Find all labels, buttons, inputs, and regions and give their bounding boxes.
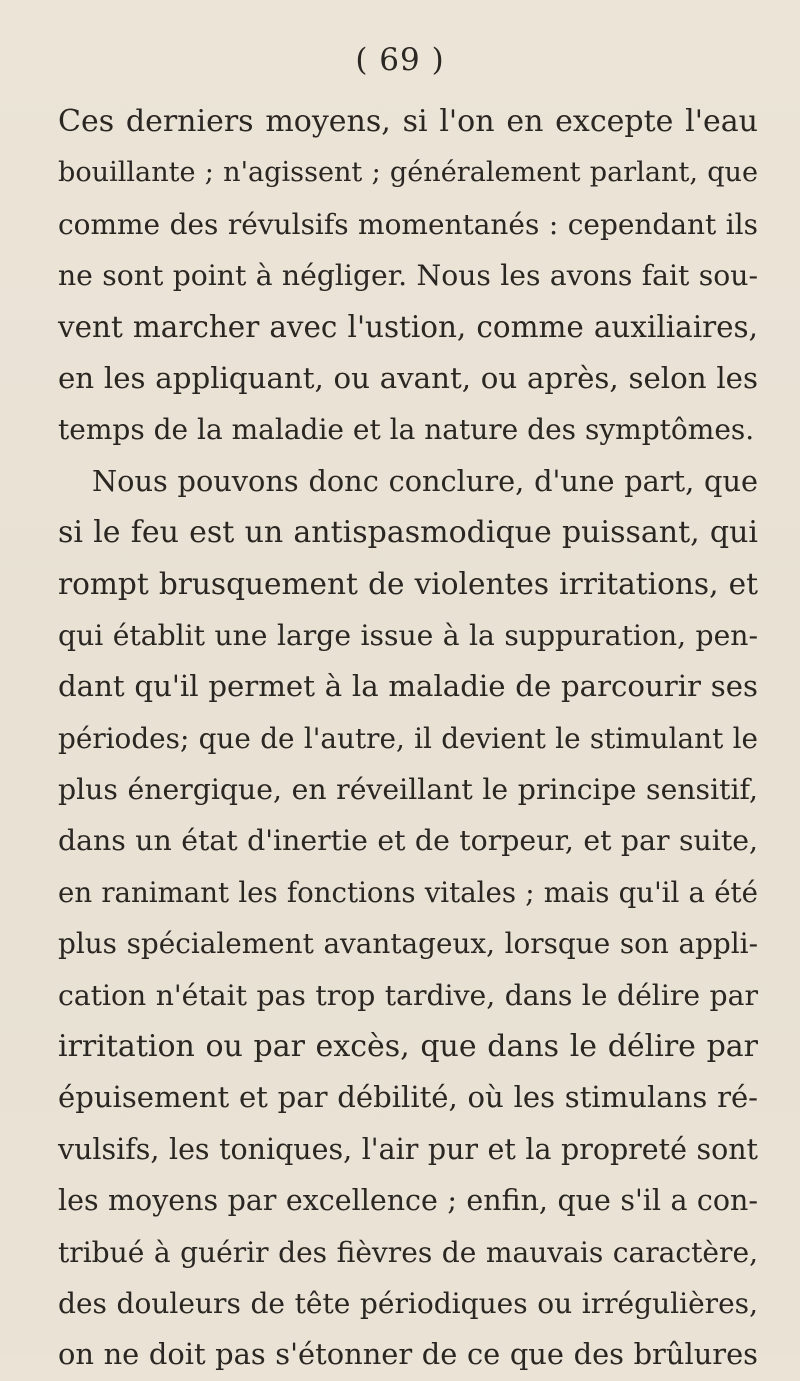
text-line: plus énergique, en réveillant le principe sensitif, <box>58 773 758 807</box>
text-line: vulsifs, les toniques, l'air pur et la propreté sont <box>58 1132 758 1166</box>
text-line: comme des révulsifs momentanés : cependant ils <box>58 207 758 241</box>
text-line: en les appliquant, ou avant, ou après, selon les <box>58 360 758 395</box>
text-line: temps de la maladie et la nature des symptômes. <box>58 413 755 447</box>
text-line: ne sont point à négliger. Nous les avons fait sou- <box>58 259 758 293</box>
text-line: des douleurs de tête périodiques ou irrégulières, <box>58 1286 758 1320</box>
text-line: les moyens par excellence ; enfin, que s'il a con- <box>58 1184 758 1218</box>
text-line: épuisement et par débilité, où les stimulans ré- <box>58 1080 758 1115</box>
body-text <box>58 96 758 1381</box>
text-line: cation n'était pas trop tardive, dans le délire par <box>58 978 758 1012</box>
text-line: plus spécialement avantageux, lorsque son appli- <box>58 927 758 961</box>
text-line: irritation ou par excès, que dans le délire par <box>58 1029 758 1065</box>
text-line: en ranimant les fonctions vitales ; mais qu'il a été <box>58 875 758 909</box>
text-line: qui établit une large issue à la suppuration, pen- <box>58 618 758 652</box>
text-line: dans un état d'inertie et de torpeur, et par suite, <box>58 824 758 858</box>
text-line: Ces derniers moyens, si l'on en excepte l'eau <box>58 104 758 139</box>
text-line: dant qu'il permet à la maladie de parcourir ses <box>58 669 758 704</box>
text-line: Nous pouvons donc conclure, d'une part, que <box>92 463 758 498</box>
text-line: bouillante ; n'agissent ; généralement parlant, que <box>58 157 758 189</box>
text-line: on ne doit pas s'étonner de ce que des brûlures <box>58 1337 758 1372</box>
text-line: tribué à guérir des fièvres de mauvais caractère, <box>58 1235 758 1269</box>
text-line: vent marcher avec l'ustion, comme auxiliaires, <box>58 309 758 344</box>
text-line: périodes; que de l'autre, il devient le stimulant le <box>58 721 758 755</box>
text-line: rompt brusquement de violentes irritations, et <box>58 566 758 601</box>
page-number: ( 69 ) <box>355 42 445 78</box>
text-line: si le feu est un antispasmodique puissant, qui <box>58 515 758 551</box>
